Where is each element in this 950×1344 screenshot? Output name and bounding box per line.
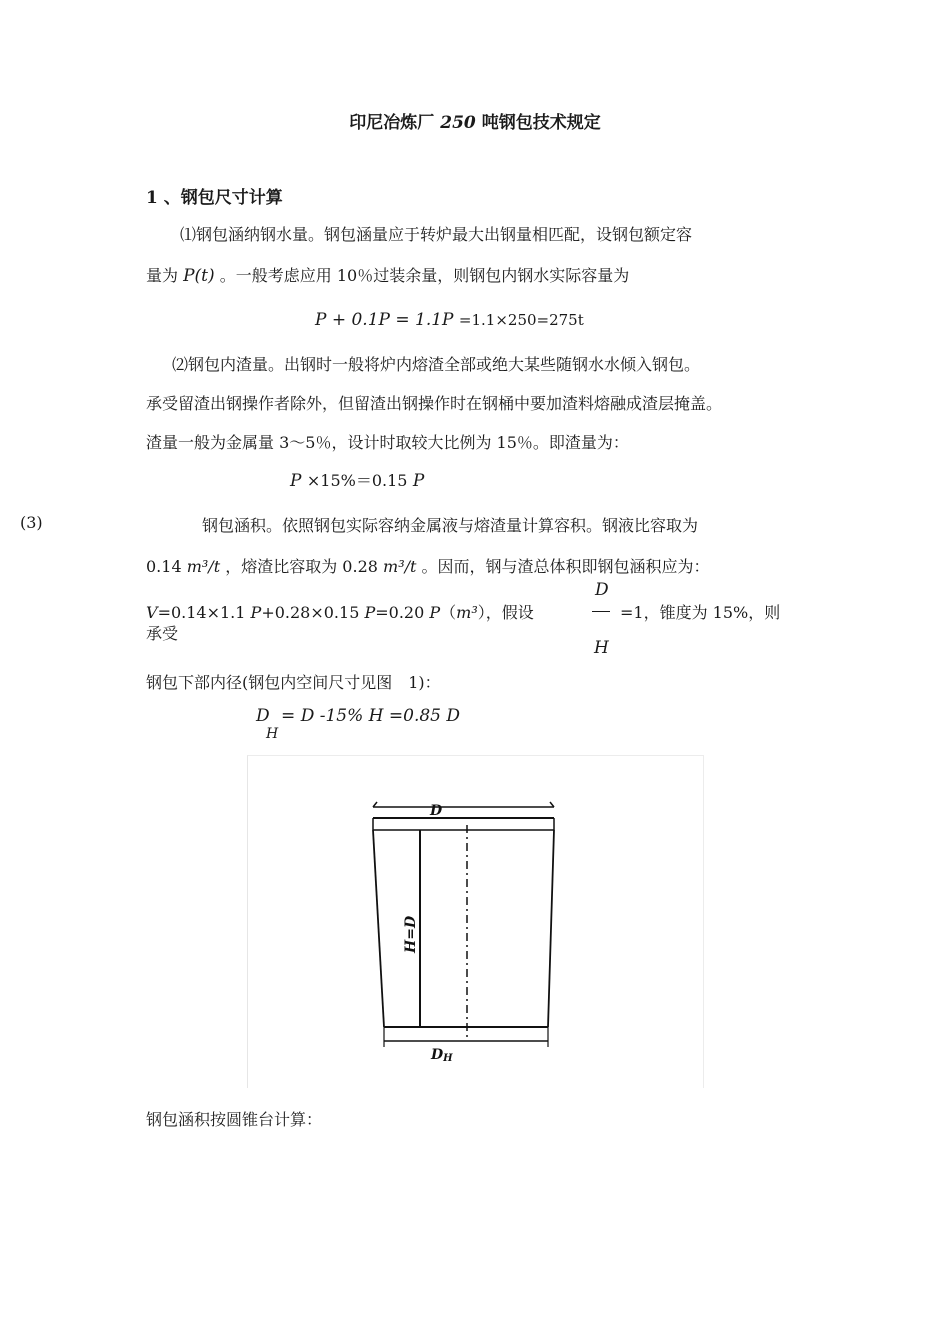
- formula2-p2: P: [412, 471, 425, 491]
- para3-line2-end: 。因而，钢与渣总体积即钢包涵积应为：: [421, 557, 710, 576]
- steel-specific-volume: 0.14: [146, 557, 182, 576]
- para5: 钢包涵积按圆锥台计算：: [146, 1110, 323, 1129]
- ladle-right-wall: [548, 830, 554, 1027]
- para3-line2: [146, 554, 710, 577]
- para2-line2: 承受留渣出钢操作者除外，但留渣出钢操作时在钢桶中要加渣料熔融成渣层掩盖。: [146, 394, 723, 413]
- para3-line3-c: =0.20: [375, 603, 425, 622]
- para2-line3: 渣量一般为金属量 3～5％，设计时取较大比例为 15％。即渣量为：: [146, 433, 629, 452]
- page-title: [0, 108, 950, 133]
- formula1-expression: P + 0.1P = 1.1P: [315, 310, 454, 330]
- fraction-bar: [592, 611, 610, 612]
- title-number: 250: [440, 113, 476, 133]
- formula3-rhs: = D -15% H =0.85 D: [281, 706, 461, 726]
- capacity-variable: P(t): [183, 266, 215, 286]
- para3-line3-p1: P: [250, 603, 262, 622]
- para4: 钢包下部内径(钢包内空间尺寸见图 1)：: [146, 673, 441, 692]
- label-dh-base: D: [431, 1047, 444, 1063]
- para3-marker: (3): [20, 513, 43, 532]
- formula1-result: =1.1×250=275t: [458, 311, 584, 329]
- formula3-lhs: D: [256, 706, 270, 726]
- para3-line3-end: =1，锥度为 15%，则: [620, 603, 781, 622]
- formula-slag-amount: [290, 468, 424, 491]
- unit-m3-per-t-2: m³/t: [383, 557, 417, 576]
- fraction-numerator: D: [595, 580, 609, 600]
- para3-line3-tail: 承受: [146, 624, 179, 643]
- label-dh-subscript: H: [443, 1053, 453, 1064]
- para3-line3: V=0.14×1.1 P+0.28×0.15 P=0.20 P（m³），假设: [146, 603, 534, 622]
- volume-variable: V: [146, 603, 158, 622]
- label-dh-bottom: [430, 1047, 453, 1064]
- ladle-left-wall: [373, 830, 384, 1027]
- para1-line1: ⑴钢包涵纳钢水量。钢包涵量应于转炉最大出钢量相匹配，设钢包额定容: [180, 225, 693, 244]
- para3-line3-p2: P: [364, 603, 376, 622]
- unit-m3: m³: [456, 603, 478, 622]
- unit-m3-per-t-1: m³/t: [186, 557, 221, 576]
- para1-line2-suffix: 。一般考虑应用 10％过装余量，则钢包内钢水实际容量为: [219, 266, 630, 285]
- fraction-denominator: H: [594, 638, 609, 658]
- para3-line3-b: +0.28×0.15: [261, 603, 360, 622]
- para3-line2-mid: ，熔渣比容取为 0.28: [225, 557, 378, 576]
- formula2-p1: P: [290, 471, 302, 491]
- formula-steel-capacity: [315, 310, 584, 330]
- para1-line2: [146, 263, 629, 286]
- title-prefix: 印尼冶炼厂: [349, 113, 435, 133]
- para3-line3-d: ，假设: [485, 603, 534, 622]
- para1-line2-prefix: 量为: [146, 266, 179, 285]
- para3-line3-p3: P: [429, 603, 441, 622]
- para2-line1: ⑵钢包内渣量。出钢时一般将炉内熔渣全部或绝大某些随钢水水倾入钢包。: [172, 355, 701, 374]
- label-h-equals-d: H=D: [403, 915, 419, 953]
- formula-lower-diameter: [256, 706, 461, 742]
- formula2-middle: ×15%＝0.15: [306, 471, 408, 490]
- label-d-top: D: [430, 803, 443, 819]
- para3-line3-a: =0.14×1.1: [157, 603, 246, 622]
- formula3-subscript: H: [266, 726, 279, 742]
- section-heading: 1 、钢包尺寸计算: [146, 188, 283, 208]
- ladle-diagram: [247, 755, 702, 1087]
- title-suffix: 吨钢包技术规定: [481, 113, 601, 133]
- para3-line1: 钢包涵积。依照钢包实际容纳金属液与熔渣量计算容积。钢液比容取为: [202, 516, 699, 535]
